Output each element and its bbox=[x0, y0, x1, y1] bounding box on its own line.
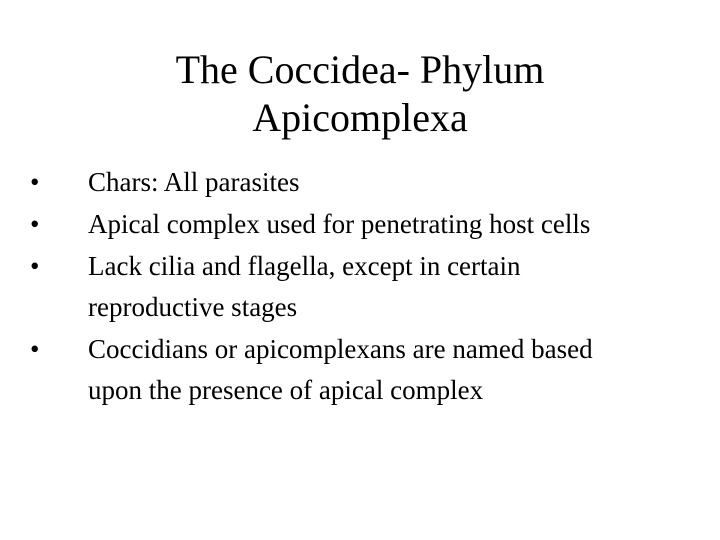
bullet-dot-icon: • bbox=[30, 167, 40, 197]
bullet-text: Lack cilia and flagella, except in certain reproductive stages bbox=[88, 251, 521, 322]
bullet-text: Coccidians or apicomplexans are named based upon the presence of apical complex bbox=[88, 334, 593, 405]
title-line-2: Apicomplexa bbox=[252, 95, 468, 140]
bullet-dot-icon: • bbox=[30, 251, 40, 281]
bullet-dot-icon: • bbox=[30, 209, 40, 239]
bullet-dot-icon: • bbox=[30, 334, 40, 364]
bullet-item-3 bbox=[30, 246, 690, 328]
bullet-item-2 bbox=[30, 204, 690, 245]
bullet-list bbox=[30, 162, 690, 412]
title-line-1: The Coccidea- Phylum bbox=[175, 47, 545, 92]
bullet-text: Chars: All parasites bbox=[88, 167, 300, 197]
bullet-item-1 bbox=[30, 162, 690, 203]
slide-title bbox=[60, 46, 660, 142]
bullet-text: Apical complex used for penetrating host cells bbox=[88, 209, 591, 239]
bullet-item-4 bbox=[30, 329, 690, 411]
